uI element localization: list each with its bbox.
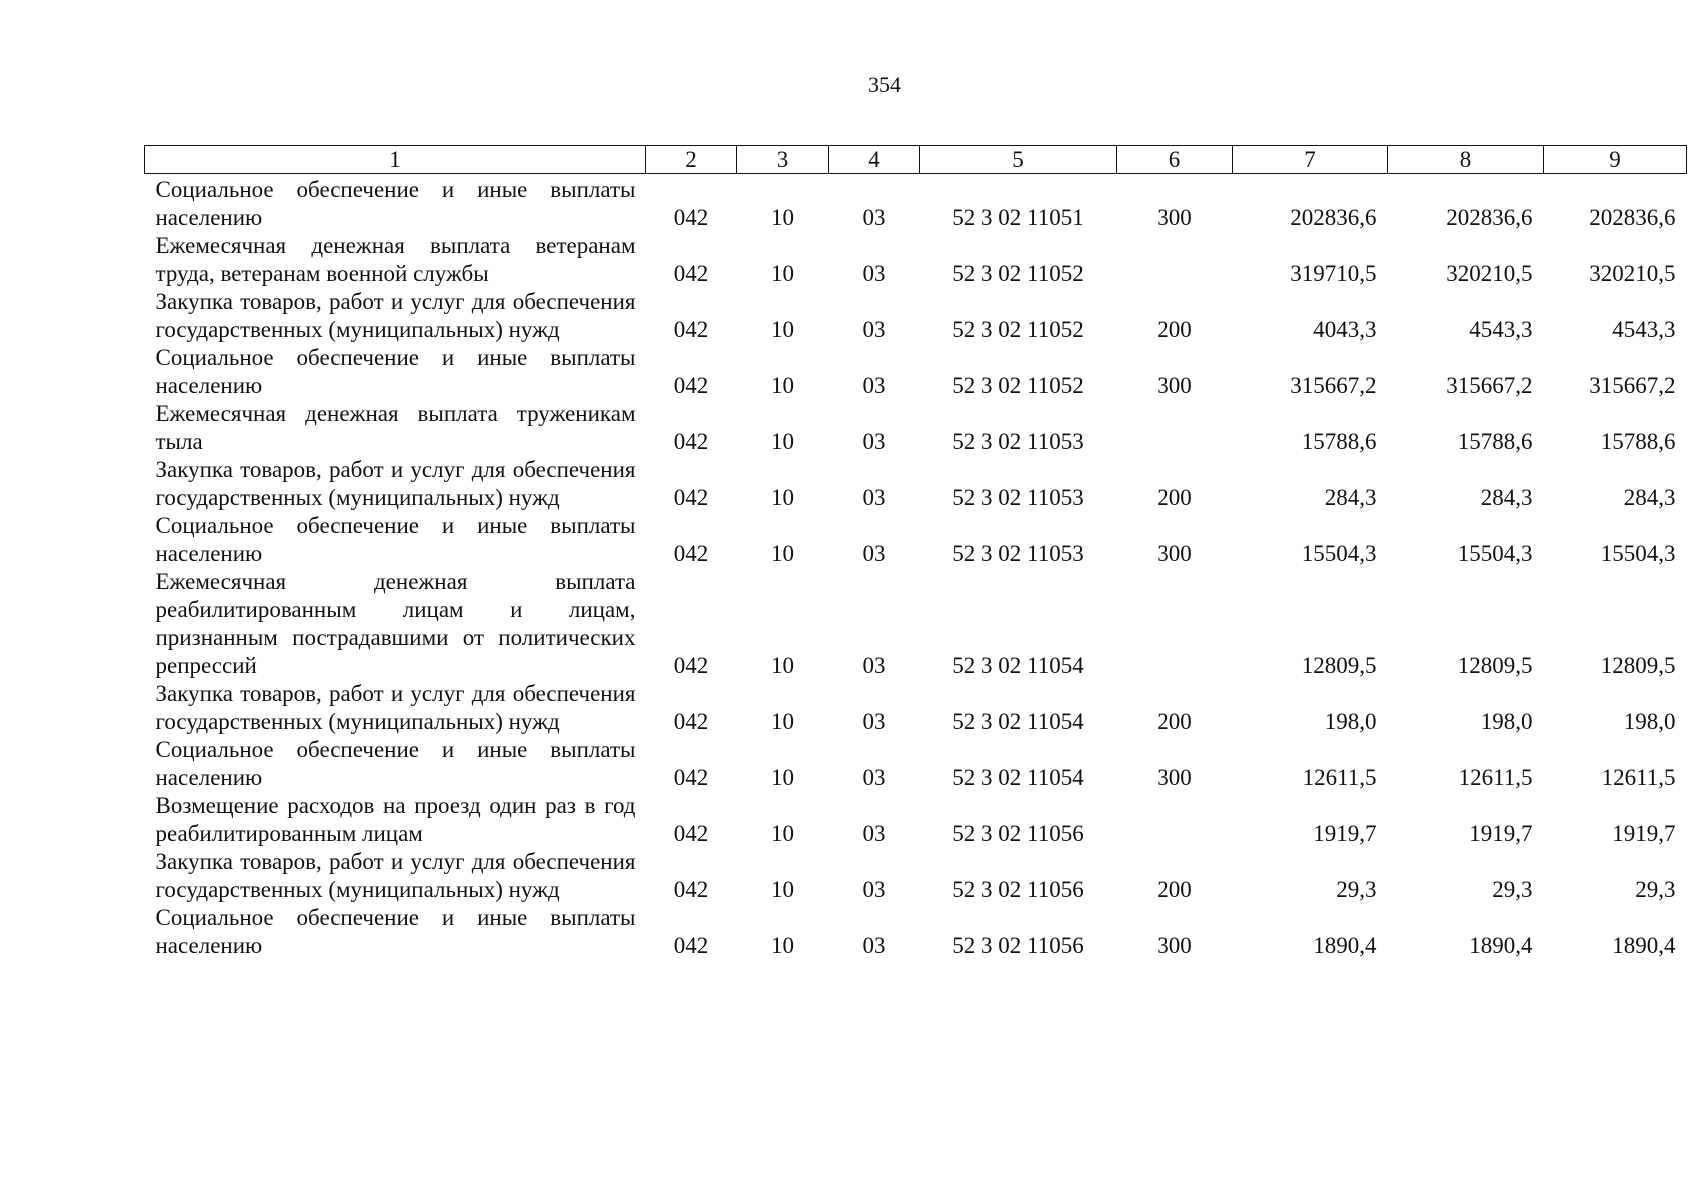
target-article: 52 3 02 11056	[952, 933, 1084, 958]
expense-name	[145, 232, 646, 288]
amount-col-8: 284,3	[1480, 485, 1533, 510]
subsection-code: 03	[862, 541, 886, 566]
amount-col-8: 12611,5	[1458, 765, 1533, 790]
expense-name-text: Ежемесячная денежная выплата труженикам тыла	[155, 401, 636, 454]
admin-code: 042	[673, 317, 709, 342]
amount-col-9: 29,3	[1635, 877, 1676, 902]
expense-name-text: Социальное обеспечение и иные выплаты населению	[155, 345, 636, 398]
table-row	[145, 792, 1687, 848]
expense-name	[145, 400, 646, 456]
expense-name	[145, 456, 646, 512]
amount-col-7: 15504,3	[1301, 541, 1377, 566]
amount-col-7: 1890,4	[1313, 933, 1377, 958]
table-row	[145, 232, 1687, 288]
table-row	[145, 568, 1687, 680]
expense-name	[145, 512, 646, 568]
amount-col-8: 198,0	[1480, 709, 1533, 734]
amount-col-7: 319710,5	[1290, 261, 1377, 286]
amount-col-7: 12611,5	[1302, 765, 1377, 790]
amount-col-7: 29,3	[1336, 877, 1377, 902]
section-code: 10	[771, 317, 794, 342]
table-row	[145, 680, 1687, 736]
header-cell-3: 3	[737, 146, 829, 174]
header-cell-9: 9	[1544, 146, 1687, 174]
target-article: 52 3 02 11052	[952, 261, 1084, 286]
table-row	[145, 174, 1687, 233]
target-article: 52 3 02 11054	[952, 653, 1084, 678]
amount-col-7: 284,3	[1324, 485, 1377, 510]
amount-col-9: 284,3	[1623, 485, 1676, 510]
section-code: 10	[771, 429, 794, 454]
amount-col-7: 198,0	[1324, 709, 1377, 734]
amount-col-9: 15504,3	[1600, 541, 1676, 566]
section-code: 10	[771, 205, 794, 230]
amount-col-9: 12611,5	[1601, 765, 1676, 790]
amount-col-9: 1890,4	[1612, 933, 1676, 958]
expense-type: 300	[1157, 765, 1192, 790]
section-code: 10	[771, 821, 794, 846]
expense-name-text: Закупка товаров, работ и услуг для обеспечения государственных (муниципальных) нужд	[155, 289, 636, 342]
subsection-code: 03	[862, 373, 886, 398]
subsection-code: 03	[862, 877, 886, 902]
subsection-code: 03	[862, 317, 886, 342]
amount-col-8: 320210,5	[1446, 261, 1533, 286]
expense-name-text: Закупка товаров, работ и услуг для обеспечения государственных (муниципальных) нужд	[155, 681, 636, 734]
target-article: 52 3 02 11053	[952, 541, 1084, 566]
admin-code: 042	[673, 877, 709, 902]
expense-name	[145, 904, 646, 960]
subsection-code: 03	[862, 653, 886, 678]
expense-name-text: Ежемесячная денежная выплата ветеранам труда, ветеранам военной службы	[155, 233, 636, 286]
subsection-code: 03	[862, 709, 886, 734]
amount-col-8: 1890,4	[1469, 933, 1533, 958]
section-code: 10	[771, 373, 794, 398]
expense-name-text: Возмещение расходов на проезд один раз в год реабилитированным лицам	[155, 793, 636, 846]
admin-code: 042	[673, 205, 709, 230]
section-code: 10	[771, 933, 794, 958]
table-body	[145, 174, 1687, 961]
admin-code: 042	[673, 373, 709, 398]
expense-type: 300	[1157, 541, 1192, 566]
expense-name-text: Социальное обеспечение и иные выплаты населению	[155, 513, 636, 566]
expense-type: 200	[1157, 877, 1192, 902]
header-cell-4: 4	[829, 146, 920, 174]
amount-col-9: 320210,5	[1589, 261, 1676, 286]
amount-col-7: 12809,5	[1301, 653, 1377, 678]
admin-code: 042	[673, 485, 709, 510]
table-row	[145, 512, 1687, 568]
expense-type	[1117, 568, 1233, 680]
amount-col-7: 202836,6	[1290, 205, 1377, 230]
amount-col-7: 15788,6	[1301, 429, 1377, 454]
header-row	[145, 146, 1687, 174]
amount-col-9: 15788,6	[1600, 429, 1676, 454]
section-code: 10	[771, 485, 794, 510]
amount-col-8: 315667,2	[1446, 373, 1533, 398]
target-article: 52 3 02 11053	[952, 429, 1084, 454]
expense-name-text: Закупка товаров, работ и услуг для обеспечения государственных (муниципальных) нужд	[155, 457, 636, 510]
table-row	[145, 288, 1687, 344]
admin-code: 042	[673, 821, 709, 846]
subsection-code: 03	[862, 933, 886, 958]
table-row	[145, 456, 1687, 512]
expense-name	[145, 736, 646, 792]
expense-name	[145, 680, 646, 736]
amount-col-9: 202836,6	[1589, 205, 1676, 230]
admin-code: 042	[673, 765, 709, 790]
subsection-code: 03	[862, 485, 886, 510]
table-row	[145, 848, 1687, 904]
admin-code: 042	[673, 653, 709, 678]
header-cell-7: 7	[1233, 146, 1388, 174]
admin-code: 042	[673, 709, 709, 734]
amount-col-7: 4043,3	[1313, 317, 1377, 342]
amount-col-9: 1919,7	[1612, 821, 1676, 846]
amount-col-8: 15788,6	[1457, 429, 1533, 454]
target-article: 52 3 02 11054	[952, 709, 1084, 734]
target-article: 52 3 02 11056	[952, 877, 1084, 902]
table-row	[145, 904, 1687, 960]
amount-col-9: 4543,3	[1612, 317, 1676, 342]
amount-col-9: 12809,5	[1600, 653, 1676, 678]
expense-name-text: Социальное обеспечение и иные выплаты населению	[155, 905, 636, 958]
amount-col-8: 202836,6	[1446, 205, 1533, 230]
amount-col-7: 1919,7	[1313, 821, 1377, 846]
subsection-code: 03	[862, 261, 886, 286]
section-code: 10	[771, 877, 794, 902]
header-cell-1: 1	[145, 146, 646, 174]
header-cell-6: 6	[1117, 146, 1233, 174]
expense-name-text: Социальное обеспечение и иные выплаты населению	[155, 177, 636, 230]
table-row	[145, 344, 1687, 400]
section-code: 10	[771, 653, 794, 678]
section-code: 10	[771, 541, 794, 566]
table-row	[145, 400, 1687, 456]
subsection-code: 03	[862, 429, 886, 454]
page-number: 354	[868, 72, 901, 97]
table-header	[145, 146, 1687, 174]
target-article: 52 3 02 11053	[952, 485, 1084, 510]
section-code: 10	[771, 709, 794, 734]
header-cell-2: 2	[646, 146, 737, 174]
expense-name-text: Закупка товаров, работ и услуг для обеспечения государственных (муниципальных) нужд	[155, 849, 636, 902]
expense-type	[1117, 232, 1233, 288]
admin-code: 042	[673, 541, 709, 566]
section-code: 10	[771, 765, 794, 790]
expense-name-text: Ежемесячная денежная выплата реабилитированным лицам и лицам, признанным пострадавшими от политических репрессий	[155, 569, 636, 678]
amount-col-9: 198,0	[1623, 709, 1676, 734]
expense-name	[145, 792, 646, 848]
section-code: 10	[771, 261, 794, 286]
amount-col-8: 4543,3	[1469, 317, 1533, 342]
expense-name	[145, 848, 646, 904]
amount-col-9: 315667,2	[1589, 373, 1676, 398]
expense-name-text: Социальное обеспечение и иные выплаты населению	[155, 737, 636, 790]
expense-type	[1117, 792, 1233, 848]
amount-col-8: 1919,7	[1469, 821, 1533, 846]
header-cell-5: 5	[920, 146, 1117, 174]
amount-col-7: 315667,2	[1290, 373, 1377, 398]
amount-col-8: 12809,5	[1457, 653, 1533, 678]
expense-name	[145, 288, 646, 344]
target-article: 52 3 02 11051	[952, 205, 1084, 230]
expense-type	[1117, 400, 1233, 456]
expense-type: 300	[1157, 373, 1192, 398]
budget-table	[144, 145, 1687, 960]
target-article: 52 3 02 11054	[952, 765, 1084, 790]
target-article: 52 3 02 11056	[952, 821, 1084, 846]
subsection-code: 03	[862, 765, 886, 790]
expense-name	[145, 568, 646, 680]
expense-name	[145, 174, 646, 233]
header-cell-8: 8	[1388, 146, 1544, 174]
target-article: 52 3 02 11052	[952, 373, 1084, 398]
expense-type: 200	[1157, 709, 1192, 734]
table-row	[145, 736, 1687, 792]
subsection-code: 03	[862, 205, 886, 230]
expense-type: 200	[1157, 485, 1192, 510]
admin-code: 042	[673, 933, 709, 958]
admin-code: 042	[673, 429, 709, 454]
expense-type: 200	[1157, 317, 1192, 342]
target-article: 52 3 02 11052	[952, 317, 1084, 342]
admin-code: 042	[673, 261, 709, 286]
amount-col-8: 15504,3	[1457, 541, 1533, 566]
expense-type: 300	[1157, 205, 1192, 230]
expense-type: 300	[1157, 933, 1192, 958]
expense-name	[145, 344, 646, 400]
subsection-code: 03	[862, 821, 886, 846]
amount-col-8: 29,3	[1492, 877, 1533, 902]
